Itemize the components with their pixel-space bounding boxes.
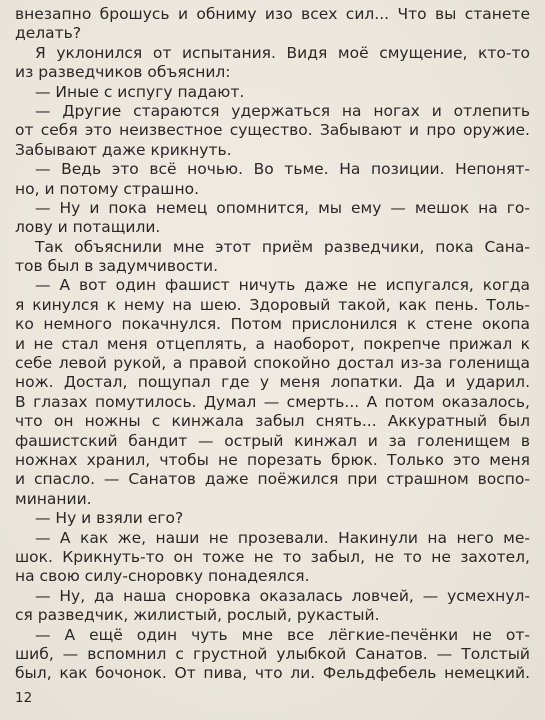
- page-number: 12: [15, 690, 33, 706]
- text-line: себе левой рукой, а правой спокойно достал из-за голенища: [15, 354, 530, 373]
- text-line: ся разведчик, жилистый, рослый, рукастый.: [15, 606, 380, 625]
- text-line: минании.: [15, 489, 92, 508]
- text-line: от себя это неизвестное существо. Забывают и про оружие.: [15, 121, 530, 140]
- text-line: Так объяснили мне этот приём разведчики, пока Сана-: [35, 237, 530, 256]
- text-line: — Иные с испугу падают.: [35, 82, 245, 101]
- text-line: ко немного покачнулся. Потом прислонился к стене окопа: [15, 315, 530, 334]
- text-line: и не стал меня отцеплять, а наоборот, покрепче прижал к: [15, 334, 530, 353]
- text-line: фашистский бандит — острый кинжал и за голенищем в: [15, 431, 530, 450]
- text-line: — Ну и взяли его?: [35, 509, 184, 528]
- body-text: [15, 5, 530, 684]
- text-line: ножнах хранил, чтобы не порезать брюк. Только это меня: [15, 450, 530, 469]
- text-line: — А как же, наши не прозевали. Накинули на него ме-: [35, 528, 530, 547]
- text-line: что он ножны с кинжала забыл снять... Аккуратный был: [15, 412, 530, 431]
- text-line: тов был в задумчивости.: [15, 257, 218, 276]
- text-line: и спасло. — Санатов даже поёжился при страшном воспо-: [15, 470, 530, 489]
- text-line: В глазах помутилось. Думал — смерть... А потом оказалось,: [15, 392, 530, 411]
- text-line: нож. Достал, пощупал где у меня лопатки. Да и ударил.: [15, 373, 530, 392]
- text-line: я кинулся к нему на шею. Здоровый такой, как пень. Толь-: [15, 295, 530, 314]
- text-line: Забывают даже крикнуть.: [15, 140, 232, 159]
- text-line: — Ведь это всё ночью. Во тьме. На позиции. Непонят-: [35, 160, 530, 179]
- text-line: шок. Крикнуть-то он тоже не то забыл, не то не захотел,: [15, 547, 530, 566]
- text-line: внезапно брошусь и обниму изо всех сил... Что вы станете: [15, 5, 530, 23]
- text-line: — А ещё один чуть мне все лёгкие-печёнки не от-: [35, 625, 530, 644]
- text-line: — Ну, да наша сноровка оказалась ловчей, — усмехнул-: [35, 586, 530, 605]
- text-line: на свою силу-сноровку понадеялся.: [15, 567, 310, 586]
- text-line: Я уклонился от испытания. Видя моё смущение, кто-то: [35, 43, 530, 62]
- text-line: из разведчиков объяснил:: [15, 63, 231, 82]
- text-line: но, и потому страшно.: [15, 179, 200, 198]
- text-line: — А вот один фашист ничуть даже не испугался, когда: [35, 276, 530, 295]
- text-line: — Другие стараются удержаться на ногах и отлепить: [35, 101, 530, 120]
- text-line: шиб, — вспомнил с грустной улыбкой Санатов. — Толстый: [15, 644, 530, 663]
- text-line: был, как бочонок. От пива, что ли. Фельдфебель немецкий.: [15, 664, 530, 683]
- text-line: делать?: [15, 24, 82, 43]
- text-line: лову и потащили.: [15, 218, 161, 237]
- text-line: — Ну и пока немец опомнится, мы ему — мешок на го-: [35, 198, 530, 217]
